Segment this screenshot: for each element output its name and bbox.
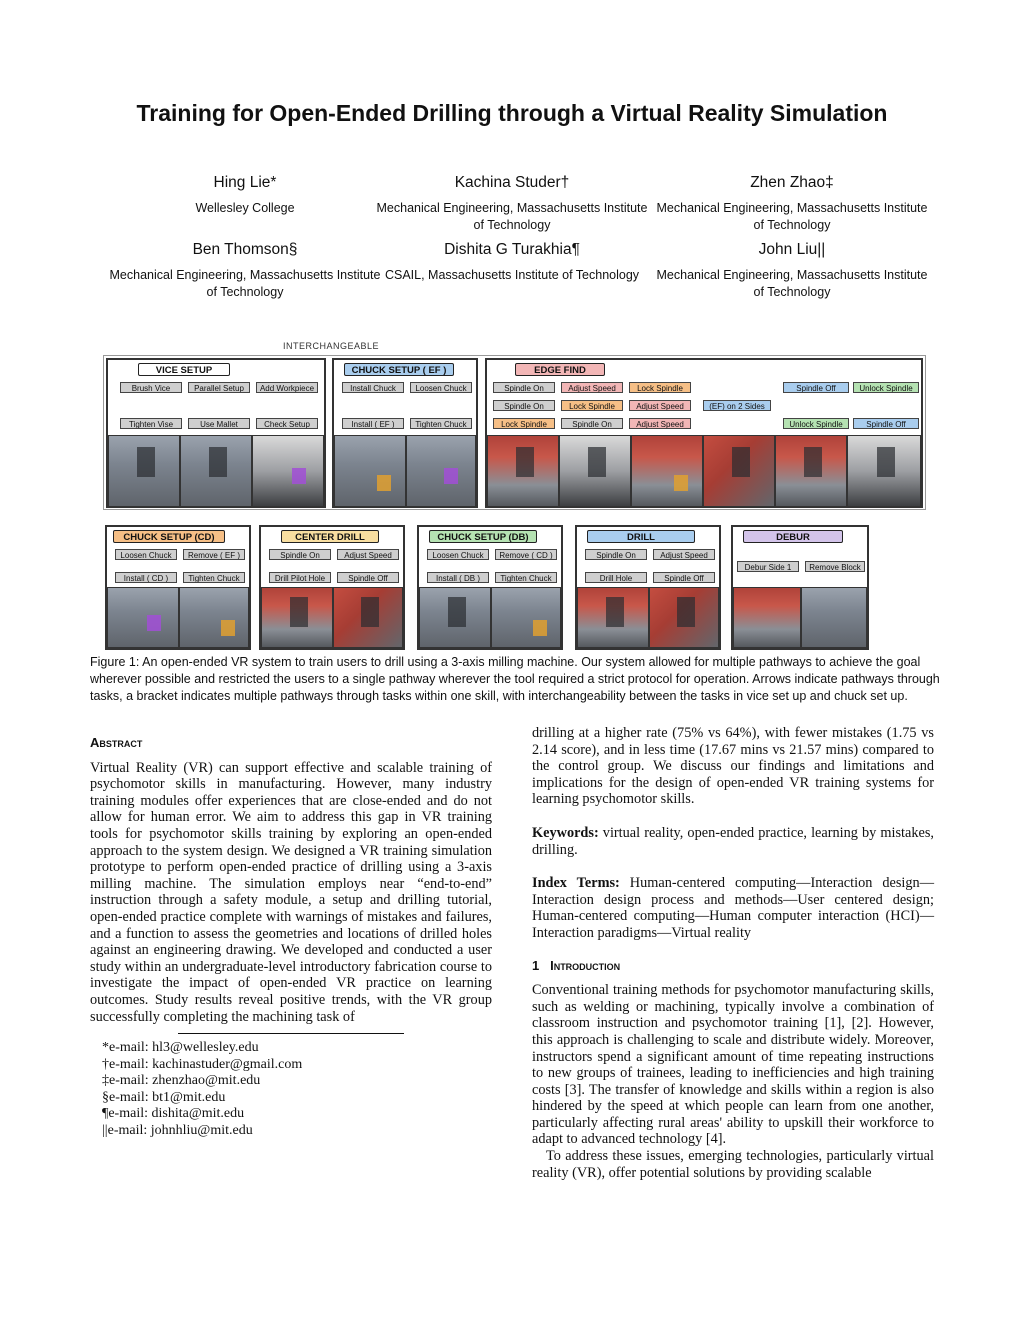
drill-group xyxy=(575,525,721,650)
task-box: Lock Spindle xyxy=(561,400,623,411)
task-box: Unlock Spindle xyxy=(853,382,919,393)
footnote-rule xyxy=(178,1033,404,1034)
intro-paragraph-1: Conventional training methods for psychomotor manufacturing skills, such as welding or machining, typically involve a combination of classroom instruction and psychomotor training [1], [2]. However, this approach is challenging to scale and distribute widely. Moreover, instructors spend a significant amount of time repeating instructions to new groups of trainees, leading to inefficiencies and high training costs [3]. The transfer of knowledge and skills within a region is also hindered by the speed at which people can learn from one another, particularly affecting rural areas' ability to upskill their workforce to adapt to advanced technology [4]. xyxy=(532,982,934,1148)
footnotes xyxy=(102,1040,302,1140)
task-box: Spindle Off xyxy=(653,572,715,583)
task-box: Adjust Speed xyxy=(561,382,623,393)
vr-screenshot xyxy=(577,587,649,648)
abstract-continuation: drilling at a higher rate (75% vs 64%), with fewer mistakes (1.75 vs 2.14 score), and in less time (17.67 mins vs 21.57 mins) compared to the control group. We discuss our findings and limitations and implications for the design of open-ended VR training systems for learning psychomotor skills. xyxy=(532,725,934,808)
vr-screenshot xyxy=(491,587,561,648)
task-box: (EF) on 2 Sides xyxy=(703,400,771,411)
author-name: John Liu|| xyxy=(758,241,826,258)
author-affiliation: Mechanical Engineering, Massachusetts Institute of Technology xyxy=(109,268,381,299)
author-affiliation: Wellesley College xyxy=(195,201,295,215)
task-box: Remove ( CD ) xyxy=(495,549,557,560)
author-affiliation: Mechanical Engineering, Massachusetts Institute of Technology xyxy=(376,201,648,232)
task-box: Loosen Chuck xyxy=(115,549,177,560)
task-box: Brush Vice xyxy=(120,382,182,393)
author-name: Dishita G Turakhia¶ xyxy=(444,241,580,258)
group-title: DRILL xyxy=(587,530,695,543)
footnote: †e-mail: kachinastuder@gmail.com xyxy=(102,1056,303,1072)
footnote: ¶e-mail: dishita@mit.edu xyxy=(102,1106,245,1122)
task-box: Tighten Chuck xyxy=(410,418,472,429)
task-box: Spindle On xyxy=(493,400,555,411)
vr-screenshot xyxy=(775,435,847,507)
figure-caption: Figure 1: An open-ended VR system to train users to drill using a 3-axis milling machine. Our system allowed for multiple pathways to achieve the goal wherever possible and restricted the users to a single pathway wherever the tool required a strict protocol for operation. Arrows indicate pathways through tasks, a bracket indicates multiple pathways through tasks within one skill, with interchangeability between the tasks in vice set up and chuck set up. xyxy=(90,655,940,703)
task-box: Lock Spindle xyxy=(629,382,691,393)
task-box: Spindle On xyxy=(269,549,331,560)
task-box: Tighten Chuck xyxy=(183,572,245,583)
vr-screenshot xyxy=(334,435,406,507)
index-terms-paragraph xyxy=(532,875,934,941)
task-box: Install ( DB ) xyxy=(427,572,489,583)
task-box: Lock Spindle xyxy=(493,418,555,429)
author-4 xyxy=(105,241,385,301)
author-5 xyxy=(372,241,652,284)
intro-paragraph-2: To address these issues, emerging technologies, particularly virtual reality (VR), offer potential solutions by providing scalable xyxy=(532,1148,934,1181)
figure-1 xyxy=(103,340,926,652)
chuck-setup-cd-group xyxy=(105,525,251,650)
vr-screenshot xyxy=(847,435,921,507)
task-box: Adjust Speed xyxy=(629,400,691,411)
task-box: Spindle On xyxy=(585,549,647,560)
vice-setup-group xyxy=(106,358,326,508)
vr-screenshot xyxy=(703,435,775,507)
keywords-paragraph xyxy=(532,825,934,858)
footnote: §e-mail: bt1@mit.edu xyxy=(102,1089,226,1105)
task-box: Drill Hole xyxy=(585,572,647,583)
debur-group xyxy=(731,525,869,650)
task-box: Remove ( EF ) xyxy=(183,549,245,560)
vr-screenshot xyxy=(261,587,333,648)
keywords-text: virtual reality, open-ended practice, learning by mistakes, drilling. xyxy=(532,824,934,858)
task-box: Use Mallet xyxy=(188,418,250,429)
vr-screenshot xyxy=(801,587,867,648)
task-box: Adjust Speed xyxy=(337,549,399,560)
vr-screenshot xyxy=(419,587,491,648)
group-title: CHUCK SETUP (CD) xyxy=(113,530,225,543)
task-box: Check Setup xyxy=(256,418,318,429)
author-6 xyxy=(652,241,932,301)
section-number: 1 xyxy=(532,957,540,973)
vr-screenshot xyxy=(649,587,719,648)
vr-screenshot xyxy=(631,435,703,507)
task-box: Spindle Off xyxy=(783,382,849,393)
vr-screenshot xyxy=(333,587,403,648)
author-name: Zhen Zhao‡ xyxy=(750,174,834,191)
keywords-label: Keywords: xyxy=(532,824,599,841)
vr-screenshot xyxy=(487,435,559,507)
group-title: CHUCK SETUP (DB) xyxy=(429,530,537,543)
section-title: Introduction xyxy=(550,957,621,973)
index-terms-text: Human-centered computing—Interaction design—Interaction design process and methods—User centered design; Human-centered computing—Human computer interaction (HCI)—Interaction paradigms—Virtual reality xyxy=(532,875,934,941)
author-3 xyxy=(652,174,932,234)
author-2 xyxy=(372,174,652,234)
center-drill-group xyxy=(259,525,405,650)
task-box: Install ( EF ) xyxy=(342,418,404,429)
task-box: Drill Pilot Hole xyxy=(269,572,331,583)
task-box: Remove Block xyxy=(805,561,865,572)
chuck-setup-ef-group xyxy=(332,358,478,508)
chuck-setup-db-group xyxy=(417,525,563,650)
abstract-text: Virtual Reality (VR) can support effective and scalable training of psychomotor skills in manufacturing. However, many industry training modules offer experiences that are close-ended and do not allow for human error. We aim to address this gap in VR training tools for psychomotor skills training by exploring an open-ended approach to the system design. We designed a VR training simulation prototype to perform open-ended practice of drilling using a 3-axis milling machine. The simulation employs near “end-to-end” instruction through a safety module, a setup and drilling tutorial, open-ended practice complete with warnings of mistakes and failures, and a function to assess the geometries and locations of drilled holes against an engineering drawing. We developed and conducted a user study within an undergraduate-level introductory fabrication course to investigate the impact of open-ended VR practice on learning outcomes. Study results reveal positive trends, with the VR group successfully completing the machining task of xyxy=(90,759,492,1025)
right-column xyxy=(532,725,934,1181)
task-box: Spindle On xyxy=(493,382,555,393)
task-box: Unlock Spindle xyxy=(783,418,849,429)
footnote: *e-mail: hl3@wellesley.edu xyxy=(102,1040,259,1055)
paper-title: Training for Open-Ended Drilling through a Virtual Reality Simulation xyxy=(136,100,888,126)
vr-screenshot xyxy=(406,435,476,507)
interchangeable-label: INTERCHANGEABLE xyxy=(283,341,380,351)
task-box: Spindle Off xyxy=(337,572,399,583)
author-affiliation: Mechanical Engineering, Massachusetts Institute of Technology xyxy=(656,201,928,232)
author-affiliation: CSAIL, Massachusetts Institute of Technology xyxy=(384,268,640,282)
author-name: Kachina Studer† xyxy=(454,174,570,191)
task-box: Spindle On xyxy=(561,418,623,429)
vr-screenshot xyxy=(733,587,801,648)
task-box: Tighten Chuck xyxy=(495,572,557,583)
task-box: Spindle Off xyxy=(853,418,919,429)
edge-find-group xyxy=(485,358,923,508)
group-title: VICE SETUP xyxy=(138,363,230,376)
left-column xyxy=(90,735,492,1025)
task-box: Adjust Speed xyxy=(653,549,715,560)
task-box: Install Chuck xyxy=(342,382,404,393)
index-terms-label: Index Terms: xyxy=(532,875,620,892)
task-box: Adjust Speed xyxy=(629,418,691,429)
abstract-heading: Abstract xyxy=(90,735,143,750)
task-box: Debur Side 1 xyxy=(737,561,799,572)
author-affiliation: Mechanical Engineering, Massachusetts Institute of Technology xyxy=(656,268,928,299)
vr-screenshot xyxy=(179,587,249,648)
footnote: ||e-mail: johnhliu@mit.edu xyxy=(102,1122,253,1138)
task-box: Install ( CD ) xyxy=(115,572,177,583)
task-box: Loosen Chuck xyxy=(427,549,489,560)
group-title: CHUCK SETUP ( EF ) xyxy=(344,363,454,376)
task-box: Tighten Vise xyxy=(120,418,182,429)
vr-screenshot xyxy=(252,435,324,507)
author-name: Hing Lie* xyxy=(213,174,277,191)
group-title: DEBUR xyxy=(743,530,843,543)
author-name: Ben Thomson§ xyxy=(192,241,298,258)
introduction-heading xyxy=(532,958,934,975)
task-box: Add Workpiece xyxy=(256,382,318,393)
author-1 xyxy=(105,174,385,217)
vr-screenshot xyxy=(559,435,631,507)
group-title: CENTER DRILL xyxy=(281,530,379,543)
task-box: Parallel Setup xyxy=(188,382,250,393)
vr-screenshot xyxy=(107,587,179,648)
footnote: ‡e-mail: zhenzhao@mit.edu xyxy=(102,1073,261,1089)
task-box: Loosen Chuck xyxy=(410,382,472,393)
figure-row-1 xyxy=(103,355,926,510)
vr-screenshot xyxy=(180,435,252,507)
group-title: EDGE FIND xyxy=(515,363,605,376)
vr-screenshot xyxy=(108,435,180,507)
